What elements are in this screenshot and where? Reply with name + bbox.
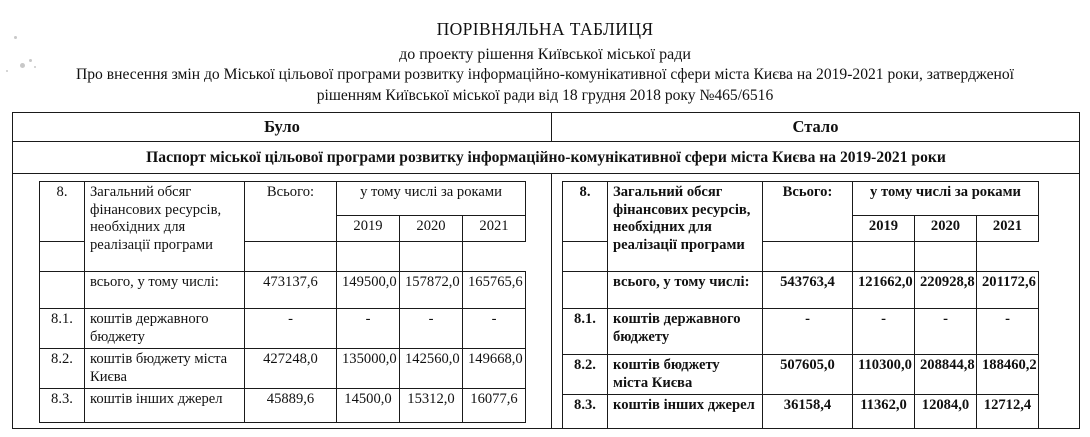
cell-2020: - [915, 309, 977, 355]
cell-total: 427248,0 [245, 349, 337, 389]
after-table [562, 181, 1039, 429]
table-row [563, 309, 1039, 355]
row-label: коштів державного бюджету [85, 309, 245, 349]
row-label: всього, у тому числі: [85, 272, 245, 309]
document-body-line-1: Про внесення змін до Міської цільової програми розвитку інформаційно-комунікативної сфери міста Києва на 2019-2021 роки, затвердженої [76, 66, 1014, 84]
table-row [563, 355, 1039, 395]
spacer-cell [563, 242, 608, 272]
row-label: коштів бюджету міста Києва [608, 355, 763, 395]
subject-cell: Загальний обсяг фінансових ресурсів, необхідних для реалізації програми [85, 182, 245, 272]
row-index-8: 8. [40, 182, 85, 242]
program-passport-title: Паспорт міської цільової програми розвитку інформаційно-комунікативної сфери міста Києва на 2019-2021 роки [13, 142, 1079, 174]
table-header-row [563, 182, 1039, 216]
row-index: 8.2. [563, 355, 608, 395]
cell-total: - [763, 309, 853, 355]
total-header: Всього: [245, 182, 337, 242]
spacer-cell [853, 242, 915, 272]
cell-2020: 12084,0 [915, 395, 977, 429]
cell-2021: - [977, 309, 1039, 355]
row-index: 8.2. [40, 349, 85, 389]
spacer-cell [400, 242, 463, 272]
column-header-after: Стало [792, 117, 839, 136]
comparison-frame [12, 112, 1080, 429]
year-header-2019: 2019 [853, 216, 915, 242]
page-title: ПОРІВНЯЛЬНА ТАБЛИЦЯ [436, 19, 654, 39]
cell-2021: 12712,4 [977, 395, 1039, 429]
row-index: 8.3. [563, 395, 608, 429]
row-index-8: 8. [563, 182, 608, 242]
cell-2019: 11362,0 [853, 395, 915, 429]
comparison-header-row [13, 113, 1079, 142]
cell-2021: - [463, 309, 526, 349]
row-index: 8.3. [40, 389, 85, 423]
cell-total: 45889,6 [245, 389, 337, 423]
row-label: всього, у тому числі: [608, 272, 763, 309]
table-row [563, 272, 1039, 309]
cell-2019: - [853, 309, 915, 355]
document-body-line-2: рішенням Київської міської ради від 18 грудня 2018 року №465/6516 [316, 86, 774, 104]
cell-total: - [245, 309, 337, 349]
after-panel [552, 174, 1079, 429]
year-header-2020: 2020 [915, 216, 977, 242]
document-heading [0, 18, 1090, 106]
cell-2020: 142560,0 [400, 349, 463, 389]
spacer-cell [915, 242, 977, 272]
spacer-cell [337, 242, 400, 272]
year-header-2019: 2019 [337, 216, 400, 242]
cell-2020: - [400, 309, 463, 349]
year-header-2021: 2021 [977, 216, 1039, 242]
cell-2020: 208844,8 [915, 355, 977, 395]
cell-2021: 165765,6 [463, 272, 526, 309]
spacer-cell [40, 242, 85, 272]
year-header-2021: 2021 [463, 216, 526, 242]
table-row [40, 389, 526, 423]
table-header-row [40, 182, 526, 216]
table-row [40, 272, 526, 309]
total-header: Всього: [763, 182, 853, 242]
before-table [39, 181, 526, 423]
cell-2019: 121662,0 [853, 272, 915, 309]
by-years-header: у тому числі за роками [853, 182, 1039, 216]
cell-2019: 110300,0 [853, 355, 915, 395]
cell-2021: 201172,6 [977, 272, 1039, 309]
cell-total: 473137,6 [245, 272, 337, 309]
year-header-2020: 2020 [400, 216, 463, 242]
before-panel [13, 174, 552, 429]
comparison-body [13, 174, 1079, 429]
cell-2020: 157872,0 [400, 272, 463, 309]
cell-2019: 149500,0 [337, 272, 400, 309]
row-index: 8.1. [563, 309, 608, 355]
cell-2021: 16077,6 [463, 389, 526, 423]
row-label: коштів інших джерел [85, 389, 245, 423]
cell-2019: 135000,0 [337, 349, 400, 389]
cell-total: 36158,4 [763, 395, 853, 429]
row-label: коштів інших джерел [608, 395, 763, 429]
row-index [40, 272, 85, 309]
spacer-cell [245, 242, 337, 272]
table-row [40, 309, 526, 349]
cell-2020: 220928,8 [915, 272, 977, 309]
document-subtitle: до проекту рішення Київської міської ради [399, 46, 691, 64]
row-label: коштів бюджету міста Києва [85, 349, 245, 389]
cell-2020: 15312,0 [400, 389, 463, 423]
by-years-header: у тому числі за роками [337, 182, 526, 216]
subject-cell: Загальний обсяг фінансових ресурсів, необхідних для реалізації програми [608, 182, 763, 272]
table-row [563, 395, 1039, 429]
row-index: 8.1. [40, 309, 85, 349]
cell-total: 507605,0 [763, 355, 853, 395]
row-index [563, 272, 608, 309]
cell-2019: - [337, 309, 400, 349]
spacer-cell [763, 242, 853, 272]
cell-total: 543763,4 [763, 272, 853, 309]
row-label: коштів державного бюджету [608, 309, 763, 355]
column-header-before: Було [13, 113, 552, 141]
cell-2021: 188460,2 [977, 355, 1039, 395]
table-row [40, 349, 526, 389]
cell-2019: 14500,0 [337, 389, 400, 423]
cell-2021: 149668,0 [463, 349, 526, 389]
